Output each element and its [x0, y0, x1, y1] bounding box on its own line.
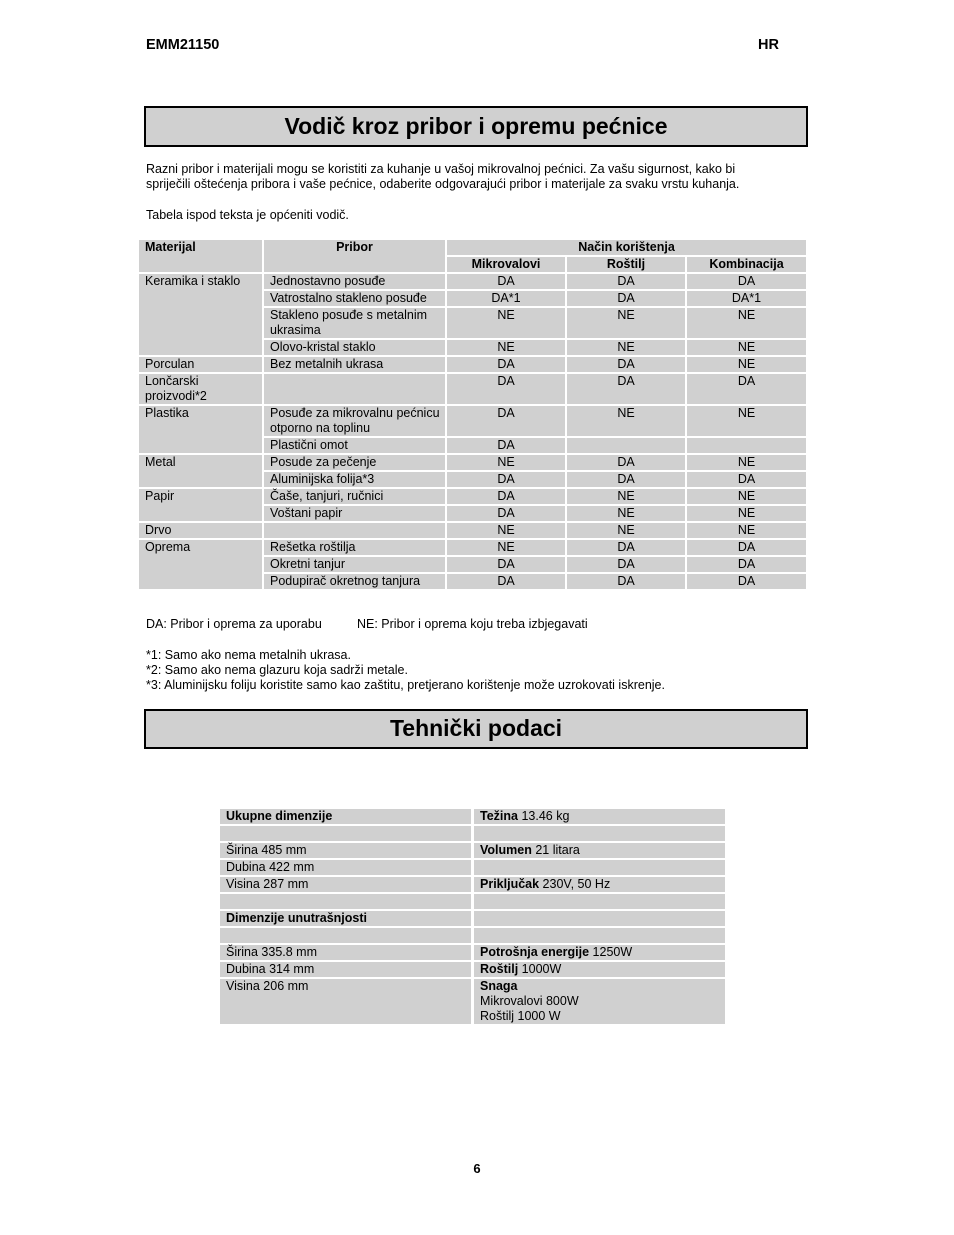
specs-table [217, 807, 728, 1026]
legend-da: DA: Pribor i oprema za uporabu [146, 617, 322, 631]
combo-cell: DA [687, 574, 806, 589]
grill-cell: NE [567, 489, 685, 504]
combo-cell: NE [687, 506, 806, 521]
material-cell: Papir [139, 489, 262, 521]
spec-row [220, 945, 725, 960]
spec-power: Snaga Mikrovalovi 800W Roštilj 1000 W [474, 979, 725, 1024]
grill-cell: DA [567, 291, 685, 306]
micro-cell: DA [447, 574, 565, 589]
header-combo: Kombinacija [687, 257, 806, 272]
grill-cell: DA [567, 540, 685, 555]
micro-cell: DA [447, 472, 565, 487]
pribor-cell: Podupirač okretnog tanjura [264, 574, 445, 589]
combo-cell: NE [687, 406, 806, 436]
micro-cell: NE [447, 523, 565, 538]
pribor-cell [264, 374, 445, 404]
spec-row-blank [220, 928, 725, 943]
combo-cell: NE [687, 357, 806, 372]
pribor-cell: Čaše, tanjuri, ručnici [264, 489, 445, 504]
spec-width: Širina 485 mm [220, 843, 471, 858]
material-cell: Keramika i staklo [139, 274, 262, 355]
pribor-cell: Voštani papir [264, 506, 445, 521]
table-row [139, 455, 806, 470]
material-cell: Oprema [139, 540, 262, 589]
combo-cell: DA [687, 557, 806, 572]
table-row [139, 489, 806, 504]
combo-cell: DA [687, 540, 806, 555]
grill-cell: DA [567, 374, 685, 404]
language-code: HR [758, 37, 779, 53]
accessories-table [137, 238, 808, 591]
grill-cell: DA [567, 557, 685, 572]
micro-cell: DA*1 [447, 291, 565, 306]
pribor-cell: Stakleno posuđe s metalnim ukrasima [264, 308, 445, 338]
grill-cell: NE [567, 506, 685, 521]
micro-cell: DA [447, 557, 565, 572]
micro-cell: DA [447, 489, 565, 504]
spec-row-blank [220, 894, 725, 909]
spec-row [220, 809, 725, 824]
pribor-cell: Bez metalnih ukrasa [264, 357, 445, 372]
pribor-cell [264, 523, 445, 538]
header-micro: Mikrovalovi [447, 257, 565, 272]
grill-cell: DA [567, 357, 685, 372]
micro-cell: DA [447, 374, 565, 404]
spec-inner-title: Dimenzije unutrašnjosti [220, 911, 471, 926]
spec-connection: Priključak 230V, 50 Hz [474, 877, 725, 892]
intro-note: Tabela ispod teksta je općeniti vodič. [146, 208, 349, 222]
micro-cell: DA [447, 406, 565, 436]
spec-height: Visina 287 mm [220, 877, 471, 892]
spec-row [220, 860, 725, 875]
grill-cell: DA [567, 274, 685, 289]
pribor-cell: Okretni tanjur [264, 557, 445, 572]
spec-row [220, 979, 725, 1024]
material-cell: Plastika [139, 406, 262, 453]
intro-paragraph [146, 162, 826, 192]
spec-inner-width: Širina 335.8 mm [220, 945, 471, 960]
spec-grill-power: Roštilj 1000W [474, 962, 725, 977]
material-cell: Metal [139, 455, 262, 487]
spec-energy: Potrošnja energije 1250W [474, 945, 725, 960]
section-title-tech-data: Tehnički podaci [144, 709, 808, 749]
combo-cell: NE [687, 523, 806, 538]
material-cell: Drvo [139, 523, 262, 538]
combo-cell [687, 438, 806, 453]
micro-cell: NE [447, 540, 565, 555]
spec-inner-height: Visina 206 mm [220, 979, 471, 1024]
pribor-cell: Plastični omot [264, 438, 445, 453]
combo-cell: DA*1 [687, 291, 806, 306]
pribor-cell: Jednostavno posuđe [264, 274, 445, 289]
micro-cell: DA [447, 506, 565, 521]
micro-cell: NE [447, 340, 565, 355]
spec-row [220, 843, 725, 858]
spec-dimensions-title: Ukupne dimenzije [220, 809, 471, 824]
grill-cell: NE [567, 523, 685, 538]
micro-cell: DA [447, 357, 565, 372]
section-title-accessories: Vodič kroz pribor i opremu pećnice [144, 106, 808, 147]
spec-row [220, 962, 725, 977]
table-header-row [139, 240, 806, 255]
combo-cell: NE [687, 340, 806, 355]
combo-cell: NE [687, 455, 806, 470]
combo-cell: NE [687, 489, 806, 504]
page-number: 6 [473, 1161, 481, 1176]
pribor-cell: Aluminijska folija*3 [264, 472, 445, 487]
table-row [139, 540, 806, 555]
table-row [139, 374, 806, 404]
combo-cell: DA [687, 374, 806, 404]
pribor-cell: Rešetka roštilja [264, 540, 445, 555]
spec-inner-depth: Dubina 314 mm [220, 962, 471, 977]
table-row [139, 274, 806, 289]
grill-cell: NE [567, 406, 685, 436]
grill-cell: NE [567, 308, 685, 338]
table-row [139, 523, 806, 538]
legend-ne: NE: Pribor i oprema koju treba izbjegavati [357, 617, 588, 631]
footnotes [146, 648, 826, 693]
material-cell: Porculan [139, 357, 262, 372]
pribor-cell: Posude za pečenje [264, 455, 445, 470]
footnote-1: *1: Samo ako nema metalnih ukrasa. [146, 648, 351, 662]
pribor-cell: Vatrostalno stakleno posuđe [264, 291, 445, 306]
micro-cell: DA [447, 274, 565, 289]
grill-cell: DA [567, 472, 685, 487]
pribor-cell: Olovo-kristal staklo [264, 340, 445, 355]
combo-cell: DA [687, 274, 806, 289]
intro-line-2: spriječili oštećenja pribora i vaše pećnice, odaberite odgovarajući pribor i materijale za svaku vrstu kuhanja. [146, 177, 740, 191]
micro-cell: NE [447, 455, 565, 470]
header-usage: Način korištenja [447, 240, 806, 255]
grill-cell: DA [567, 455, 685, 470]
table-row [139, 357, 806, 372]
grill-cell: NE [567, 340, 685, 355]
spec-depth: Dubina 422 mm [220, 860, 471, 875]
spec-volume: Volumen 21 litara [474, 843, 725, 858]
grill-cell [567, 438, 685, 453]
pribor-cell: Posuđe za mikrovalnu pećnicu otporno na toplinu [264, 406, 445, 436]
spec-row-blank [220, 826, 725, 841]
footnote-3: *3: Aluminijsku foliju koristite samo kao zaštitu, pretjerano korištenje može uzrokovati iskrenje. [146, 678, 665, 692]
header-grill: Roštilj [567, 257, 685, 272]
micro-cell: DA [447, 438, 565, 453]
intro-line-1: Razni pribor i materijali mogu se koristiti za kuhanje u vašoj mikrovalnoj pećnici. Za vašu sigurnost, kako bi [146, 162, 736, 176]
spec-row [220, 911, 725, 926]
material-cell: Lončarski proizvodi*2 [139, 374, 262, 404]
header-material: Materijal [139, 240, 262, 272]
table-row [139, 406, 806, 436]
footnote-2: *2: Samo ako nema glazuru koja sadrži metale. [146, 663, 408, 677]
combo-cell: DA [687, 472, 806, 487]
micro-cell: NE [447, 308, 565, 338]
model-number: EMM21150 [146, 37, 220, 53]
combo-cell: NE [687, 308, 806, 338]
spec-row [220, 877, 725, 892]
header-pribor: Pribor [264, 240, 445, 272]
grill-cell: DA [567, 574, 685, 589]
spec-weight: Težina 13.46 kg [474, 809, 725, 824]
